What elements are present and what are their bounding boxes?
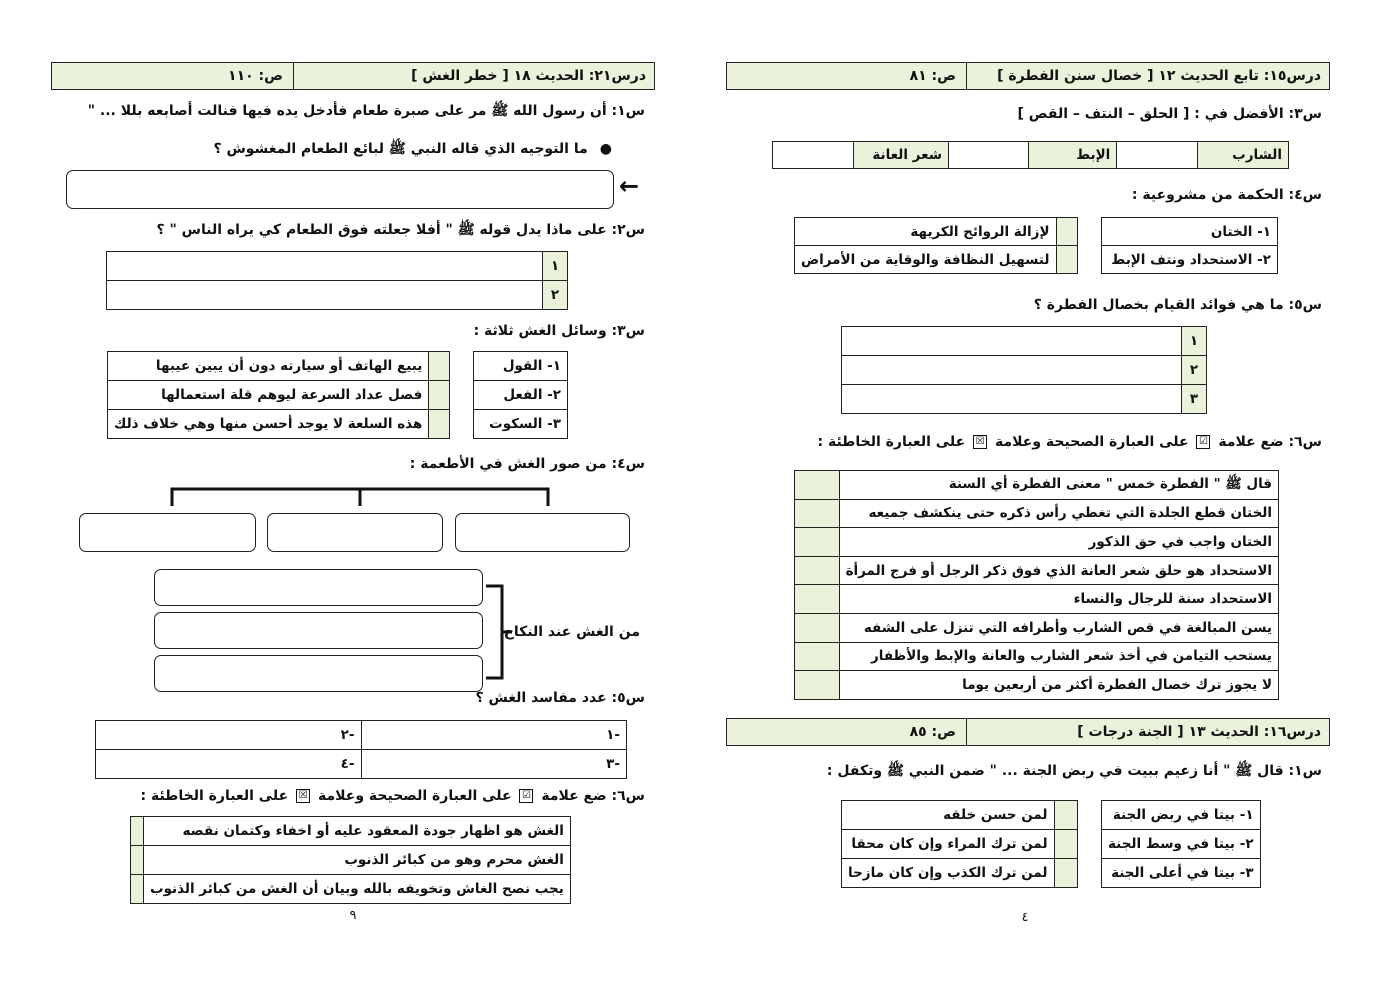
- r-q3-text: س٣: الأفضل في : [ الحلق – النتف – القص ]: [1017, 106, 1322, 122]
- lesson16-header: [726, 718, 1330, 746]
- r-l16-item: ١- بيتا في ربض الجنة: [1102, 801, 1261, 830]
- l-q6-statement: يجب نصح الغاش وتخويفه بالله وبيان أن الغش من كبائر الذنوب: [144, 875, 571, 904]
- l-q1-text: س١: أن رسول الله ﷺ مر على صبرة طعام فأدخل يده فيها فنالت أصابعه بللا ... ": [87, 103, 645, 119]
- r-q5-answer[interactable]: [842, 385, 1182, 414]
- r-l16-answer-cell[interactable]: [1054, 830, 1077, 859]
- l-q3-option: يبيع الهاتف أو سيارته دون أن يبين عيبها: [108, 352, 429, 381]
- lesson21-page-ref: ص: ١١٠: [228, 68, 283, 84]
- left-page-number: ٩: [349, 908, 357, 923]
- r-q6-mark-cell[interactable]: [795, 528, 840, 557]
- marriage-fraud-box-1[interactable]: [154, 569, 483, 606]
- r-q6-statement: لا يجوز ترك خصال الفطرة أكثر من أربعين يوما: [839, 671, 1278, 700]
- r-l16-right-table: [841, 800, 1078, 888]
- lesson21-header: [51, 62, 655, 90]
- l-q3-option: هذه السلعة لا يوجد أحسن منها وهي خلاف ذلك: [108, 410, 429, 439]
- r-q6-text: [818, 434, 1323, 450]
- r-l16-answer-cell[interactable]: [1054, 801, 1077, 830]
- r-l16-option: لمن حسن خلقه: [842, 801, 1055, 830]
- r-q6-statement: يستحب التيامن في أخذ شعر الشارب والعانة والإبط والأظفار: [839, 642, 1278, 671]
- r-q6-statement: الختان قطع الجلدة التي تغطي رأس ذكره حتى ينكشف جميعه: [839, 499, 1278, 528]
- r-q3-cell: الشارب: [1197, 142, 1288, 169]
- check-box-icon: ☑: [519, 789, 533, 803]
- r-q4-answer-cell[interactable]: [1056, 218, 1078, 246]
- r-l16-answer-cell[interactable]: [1054, 859, 1077, 888]
- r-q6-statement: الختان واجب في حق الذكور: [839, 528, 1278, 557]
- r-q4-right-table: [794, 217, 1078, 274]
- lesson15-title: درس١٥: تابع الحديث ١٢ [ خصال سنن الفطرة ]: [966, 63, 1329, 89]
- r-q6-mark-cell[interactable]: [795, 671, 840, 700]
- l-q2-number: ٢: [543, 281, 568, 310]
- r-l16-item: ٢- بيتا في وسط الجنة: [1102, 830, 1261, 859]
- lesson16-page-ref: ص: ٨٥: [909, 724, 956, 740]
- r-q6-mark-cell[interactable]: [795, 585, 840, 614]
- marriage-fraud-box-3[interactable]: [154, 655, 483, 692]
- r-q5-table: [841, 326, 1207, 414]
- l-q3-text: س٣: وسائل الغش ثلاثة :: [473, 323, 645, 339]
- food-fraud-box-2[interactable]: [267, 513, 443, 552]
- bullet-icon: ●: [599, 141, 612, 157]
- l-q6-statement: الغش هو اظهار جودة المعقود عليه أو اخفاء وكتمان نقصه: [144, 817, 571, 846]
- lesson15-header: [726, 62, 1330, 90]
- r-q3-cell[interactable]: [773, 142, 854, 169]
- r-q6-mark-cell[interactable]: [795, 471, 840, 500]
- l-q5-cell[interactable]: -١: [361, 721, 627, 750]
- l-q2-answer[interactable]: [107, 252, 543, 281]
- l-q2-text: س٢: على ماذا يدل قوله ﷺ " أفلا جعلته فوق الطعام كي يراه الناس " ؟: [156, 222, 645, 238]
- r-q5-number: ٢: [1182, 356, 1207, 385]
- l-q6-text-b: على العبارة الصحيحة وعلامة: [317, 788, 512, 804]
- r-q6-mark-cell[interactable]: [795, 613, 840, 642]
- r-q6-text-c: على العبارة الخاطئة :: [817, 434, 966, 450]
- r-q5-number: ٣: [1182, 385, 1207, 414]
- l-q4-text: س٤: من صور الغش في الأطعمة :: [409, 456, 645, 472]
- r-l16-item: ٣- بيتا في أعلى الجنة: [1102, 859, 1261, 888]
- marriage-fraud-label: من الغش عند النكاح: [503, 624, 640, 640]
- l-q6-text: [141, 788, 646, 804]
- l-q3-left-table: [473, 351, 568, 439]
- r-q5-text: س٥: ما هي فوائد القيام بخصال الفطرة ؟: [1033, 297, 1322, 313]
- r-q6-table: [794, 470, 1279, 700]
- check-box-icon: ☑: [1196, 435, 1210, 449]
- l-q3-answer-cell[interactable]: [429, 352, 450, 381]
- l-q2-answer[interactable]: [107, 281, 543, 310]
- l-q6-mark-cell[interactable]: [131, 846, 144, 875]
- r-q4-item: ١- الختان: [1102, 218, 1278, 246]
- l-q6-text-c: على العبارة الخاطئة :: [140, 788, 289, 804]
- r-q5-number: ١: [1182, 327, 1207, 356]
- r-q4-left-table: [1101, 217, 1278, 274]
- l-q3-option: فصل عداد السرعة ليوهم قلة استعمالها: [108, 381, 429, 410]
- r-q3-cell[interactable]: [1117, 142, 1197, 169]
- l-q3-item: ٢- الفعل: [474, 381, 568, 410]
- l-q3-answer-cell[interactable]: [429, 381, 450, 410]
- r-q3-cell: شعر العانة: [853, 142, 948, 169]
- l-q5-cell[interactable]: -٢: [96, 721, 362, 750]
- lesson15-page-ref: ص: ٨١: [909, 68, 956, 84]
- r-q6-statement: قال ﷺ " الفطرة خمس " معنى الفطرة أي السنة: [839, 471, 1278, 500]
- l-q5-cell[interactable]: -٣: [361, 750, 627, 779]
- l-q1-bullet-text: ما التوجيه الذي قاله النبي ﷺ لبائع الطعام المغشوش ؟: [213, 141, 588, 157]
- l-q2-number: ١: [543, 252, 568, 281]
- r-l16-left-table: [1101, 800, 1261, 888]
- r-q5-answer[interactable]: [842, 327, 1182, 356]
- l-q3-item: ٣- السكوت: [474, 410, 568, 439]
- food-fraud-bracket: [160, 486, 560, 510]
- r-q3-cell[interactable]: [948, 142, 1028, 169]
- l-q1-answer-box[interactable]: [66, 170, 614, 209]
- right-page-number: ٤: [1021, 910, 1029, 925]
- l-q3-answer-cell[interactable]: [429, 410, 450, 439]
- r-q3-table: [772, 141, 1289, 169]
- food-fraud-box-3[interactable]: [79, 513, 256, 552]
- l-q6-table: [130, 816, 571, 904]
- cross-box-icon: ☒: [296, 789, 310, 803]
- r-q4-answer-cell[interactable]: [1056, 246, 1078, 274]
- r-q4-option: لإزالة الروائح الكريهة: [795, 218, 1057, 246]
- l-q5-text: س٥: عدد مفاسد الغش ؟: [475, 690, 645, 706]
- r-q3-cell: الإبط: [1029, 142, 1117, 169]
- r-q4-option: لتسهيل النظافة والوقاية من الأمراض: [795, 246, 1057, 274]
- r-q6-mark-cell[interactable]: [795, 642, 840, 671]
- lesson16-title: درس١٦: الحديث ١٣ [ الجنة درجات ]: [966, 719, 1329, 745]
- lesson21-title: درس٢١: الحديث ١٨ [ خطر الغش ]: [293, 63, 654, 89]
- r-l16-q1-text: س١: قال ﷺ " أنا زعيم ببيت في ربض الجنة ... " ضمن النبي ﷺ وتكفل :: [826, 763, 1322, 779]
- l-q2-table: [106, 251, 568, 310]
- r-q4-text: س٤: الحكمة من مشروعية :: [1131, 187, 1322, 203]
- r-l16-option: لمن ترك المراء وإن كان محقا: [842, 830, 1055, 859]
- r-l16-option: لمن ترك الكذب وإن كان مازحا: [842, 859, 1055, 888]
- r-q4-item: ٢- الاستحداد ونتف الإبط: [1102, 246, 1278, 274]
- r-q6-statement: الاستحداد سنة للرجال والنساء: [839, 585, 1278, 614]
- marriage-fraud-box-2[interactable]: [154, 612, 483, 649]
- arrow-left-icon: ←: [619, 172, 640, 200]
- r-q6-mark-cell[interactable]: [795, 499, 840, 528]
- l-q5-table: [95, 720, 627, 779]
- r-q6-mark-cell[interactable]: [795, 556, 840, 585]
- l-q5-cell[interactable]: -٤: [96, 750, 362, 779]
- r-q6-text-b: على العبارة الصحيحة وعلامة: [994, 434, 1189, 450]
- r-q6-text-a: س٦: ضع علامة: [1218, 434, 1322, 450]
- l-q3-item: ١- القول: [474, 352, 568, 381]
- l-q6-statement: الغش محرم وهو من كبائر الذنوب: [144, 846, 571, 875]
- l-q6-mark-cell[interactable]: [131, 817, 144, 846]
- cross-box-icon: ☒: [973, 435, 987, 449]
- l-q3-right-table: [107, 351, 450, 439]
- l-q6-text-a: س٦: ضع علامة: [541, 788, 645, 804]
- r-q6-statement: يسن المبالغة في قص الشارب وأطرافه التي تنزل على الشفه: [839, 613, 1278, 642]
- r-q6-statement: الاستحداد هو حلق شعر العانة الذي فوق ذكر الرجل أو فرج المرأة: [839, 556, 1278, 585]
- food-fraud-box-1[interactable]: [455, 513, 630, 552]
- l-q1-bullet: [213, 140, 612, 160]
- r-q5-answer[interactable]: [842, 356, 1182, 385]
- l-q6-mark-cell[interactable]: [131, 875, 144, 904]
